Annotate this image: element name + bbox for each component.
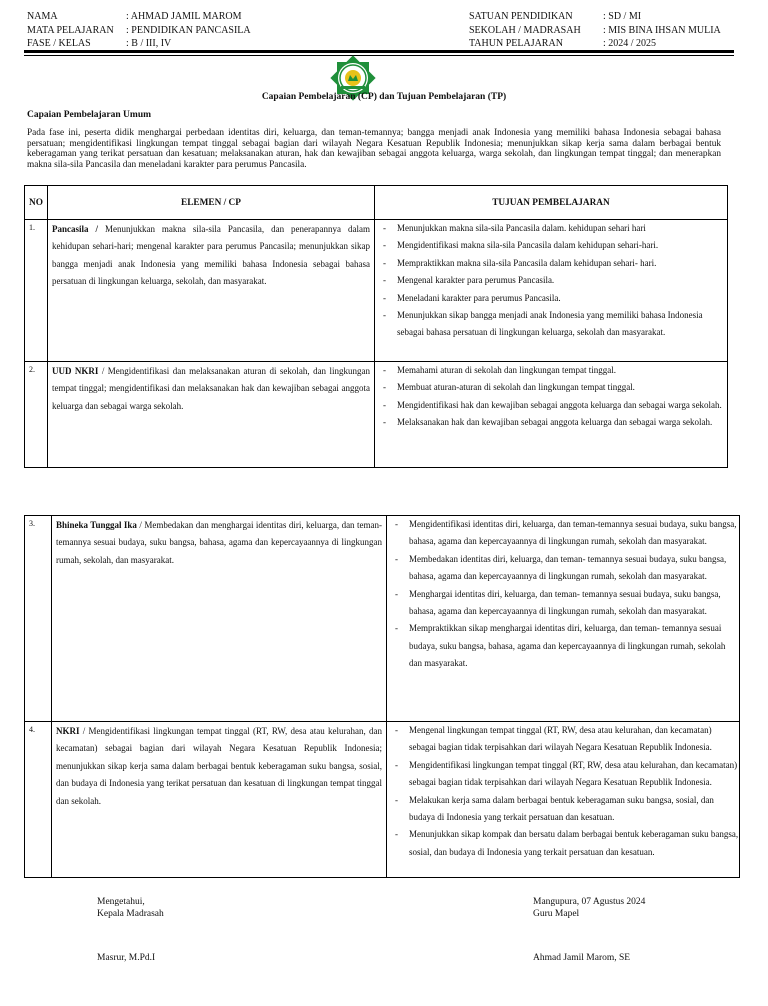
element-text: / Mengidentifikasi lingkungan tempat tinggal (RT, RW, desa atau kelurahan, dan kecamatan) sebagai bagian dari wilayah Negara Kesatuan Republik Indonesia; menunjukkan sikap kerja sama dalam berbagai bentuk keberagaman suku bangsa, sosial, dan budaya di Indonesia yang terikat persatuan dan kesatuan di lingkungan tempat tinggal dan sekolah. — [56, 726, 382, 806]
cp-table-part-2 — [24, 515, 740, 878]
goal-item: - Membuat aturan-aturan di sekolah dan lingkungan tempat tinggal. — [383, 379, 727, 396]
goals-cell — [387, 516, 740, 722]
row-number: 3. — [25, 516, 52, 722]
element-cell — [48, 362, 375, 468]
header-goals: TUJUAN PEMBELAJARAN — [375, 186, 728, 220]
element-cell — [48, 220, 375, 362]
goal-item: - Melaksanakan hak dan kewajiban sebagai anggota keluarga dan sebagai warga sekolah. — [383, 414, 727, 431]
signature-right-place-date: Mangupura, 07 Agustus 2024 — [533, 897, 646, 907]
goal-item: - Melakukan kerja sama dalam berbagai bentuk keberagaman suku bangsa, sosial, dan budaya di Indonesia yang terkait persatuan dan kesatuan. — [395, 792, 739, 827]
goal-item: - Mengidentifikasi lingkungan tempat tinggal (RT, RW, desa atau kelurahan, dan kecamatan) sebagai bagian tidak terpisahkan dari wilayah Negara Kesatuan Republik Indonesia. — [395, 757, 739, 792]
table-row — [25, 362, 728, 468]
intro-paragraph: Pada fase ini, peserta didik menghargai perbedaan identitas diri, keluarga, dan teman-temannya; bangga menjadi anak Indonesia yang memiliki bahasa Indonesia sebagai bahasa persatuan; mengidentifikasi lingkungan tempat tinggal sebagai bagian dari wilayah Negara Kesatuan Republik Indonesia; menunjukkan sikap kerja sama dalam berbagai bentuk keberagaman yang terikat persatuan dan kesatuan; melaksanakan aturan, hak dan kewajiban sebagai anggota keluarga, warga sekolah, dan lingkungan tempat tinggal; dan menerapkan makna sila-sila Pancasila dan meneladani karakter para perumus Pancasila. — [27, 128, 721, 170]
goal-item: - Mengidentifikasi hak dan kewajiban sebagai anggota keluarga dan sebagai warga sekolah. — [383, 397, 727, 414]
identity-key: TAHUN PELAJARAN — [469, 38, 563, 49]
identity-row-phase — [27, 37, 251, 51]
identity-value: : AHMAD JAMIL MAROM — [126, 11, 242, 22]
goal-item: - Mengenal karakter para perumus Pancasila. — [383, 272, 727, 289]
goal-item: - Meneladani karakter para perumus Pancasila. — [383, 290, 727, 307]
cp-table-part-1 — [24, 185, 728, 468]
element-cell — [52, 722, 387, 878]
goal-item: - Mempraktikkan makna sila-sila Pancasila dalam kehidupan sehari- hari. — [383, 255, 727, 272]
signature-right — [533, 896, 645, 920]
row-number: 2. — [25, 362, 48, 468]
table-row — [25, 220, 728, 362]
signature-right-role: Guru Mapel — [533, 909, 580, 919]
element-cell — [52, 516, 387, 722]
element-text: Menunjukkan makna sila-sila Pancasila, dan penerapannya dalam kehidupan sehari-hari; mengenal karakter para perumus Pancasila; menunjukkan sikap bangga menjadi anak Indonesia yang memiliki bahasa Indonesia sebagai bahasa persatuan di lingkungan keluarga, sekolah, dan masyarakat. — [52, 224, 370, 287]
identity-key: MATA PELAJARAN — [27, 24, 114, 36]
section-heading: Capaian Pembelajaran Umum — [27, 110, 152, 120]
identity-value: : SD / MI — [603, 11, 642, 22]
identity-row-school — [469, 24, 721, 38]
signature-left-line1: Mengetahui, — [97, 897, 145, 907]
identity-key: SEKOLAH / MADRASAH — [469, 24, 581, 36]
header-no: NO — [25, 186, 48, 220]
goal-item: - Menunjukkan makna sila-sila Pancasila dalam. kehidupan sehari hari — [383, 220, 727, 237]
identity-right — [469, 10, 721, 51]
row-number: 1. — [25, 220, 48, 362]
element-title: UUD NKRI — [52, 366, 99, 376]
element-title: Pancasila / — [52, 224, 98, 234]
header-rule-thick — [24, 50, 734, 53]
signature-right-name: Ahmad Jamil Marom, SE — [533, 953, 631, 963]
identity-row-unit — [469, 10, 721, 24]
identity-row-year — [469, 37, 721, 51]
element-title: Bhineka Tunggal Ika — [56, 520, 137, 530]
goal-item: - Mengidentifikasi identitas diri, keluarga, dan teman-temannya sesuai budaya, suku bangsa, bahasa, agama dan kepercayaannya di lingkungan rumah, sekolah dan masyarakat. — [395, 516, 739, 551]
row-number: 4. — [25, 722, 52, 878]
table-row — [25, 722, 740, 878]
header-element: ELEMEN / CP — [48, 186, 375, 220]
element-title: NKRI — [56, 726, 80, 736]
goal-item: - Mengenal lingkungan tempat tinggal (RT, RW, desa atau kelurahan, dan kecamatan) sebagai bagian tidak terpisahkan dari wilayah Negara Kesatuan Republik Indonesia. — [395, 722, 739, 757]
table-row — [25, 516, 740, 722]
identity-key: FASE / KELAS — [27, 38, 91, 49]
identity-key: SATUAN PENDIDIKAN — [469, 11, 573, 22]
identity-value: : 2024 / 2025 — [603, 38, 657, 49]
identity-key: NAMA — [27, 11, 58, 22]
element-text: / Membedakan dan menghargai identitas diri, keluarga, dan teman- temannya sesuai budaya, suku bangsa, bahasa, agama dan kepercayaannya di lingkungan rumah, sekolah, dan masyarakat. — [56, 520, 382, 565]
identity-left — [27, 10, 251, 51]
goals-cell — [375, 362, 728, 468]
goal-item: - Menunjukkan sikap bangga menjadi anak Indonesia yang memiliki bahasa Indonesia sebagai bahasa persatuan di lingkungan keluarga, sekolah dan masyarakat. — [383, 307, 727, 342]
identity-row-subject — [27, 24, 251, 38]
table-header-row — [25, 186, 728, 220]
goal-item: - Menghargai identitas diri, keluarga, dan teman- temannya sesuai budaya, suku bangsa, bahasa, agama dan kepercayaannya di lingkungan rumah, sekolah dan masyarakat. — [395, 586, 739, 621]
page-title: Capaian Pembelajaran (CP) dan Tujuan Pembelajaran (TP) — [261, 92, 507, 102]
signature-left-name: Masrur, M.Pd.I — [97, 953, 156, 963]
goal-item: - Memahami aturan di sekolah dan lingkungan tempat tinggal. — [383, 362, 727, 379]
signature-left — [97, 896, 164, 920]
element-text: / Mengidentifikasi dan melaksanakan aturan di sekolah, dan lingkungan tempat tinggal; mengidentifikasi dan melaksanakan hak dan kewajiban sebagai anggota keluarga dan sebagai warga sekolah. — [52, 366, 370, 411]
identity-value: : PENDIDIKAN PANCASILA — [126, 24, 251, 36]
goals-cell — [387, 722, 740, 878]
goal-item: - Membedakan identitas diri, keluarga, dan teman- temannya sesuai budaya, suku bangsa, bahasa, agama dan kepercayaannya di lingkungan rumah, sekolah dan masyarakat. — [395, 551, 739, 586]
goals-cell — [375, 220, 728, 362]
identity-value: : B / III, IV — [126, 38, 172, 49]
goal-item: - Menunjukkan sikap kompak dan bersatu dalam berbagai bentuk keberagaman suku bangsa, sosial, dan budaya di Indonesia yang terkait persatuan dan kesatuan. — [395, 826, 739, 861]
goal-item: - Mempraktikkan sikap menghargai identitas diri, keluarga, dan teman- temannya sesuai budaya, suku bangsa, bahasa, agama dan kepercayaannya di lingkungan rumah, sekolah dan masyarakat. — [395, 620, 739, 672]
identity-value: : MIS BINA IHSAN MULIA — [603, 24, 721, 36]
signature-left-role: Kepala Madrasah — [97, 909, 164, 919]
identity-row-name — [27, 10, 251, 24]
goal-item: - Mengidentifikasi makna sila-sila Pancasila dalam kehidupan sehari-hari. — [383, 237, 727, 254]
